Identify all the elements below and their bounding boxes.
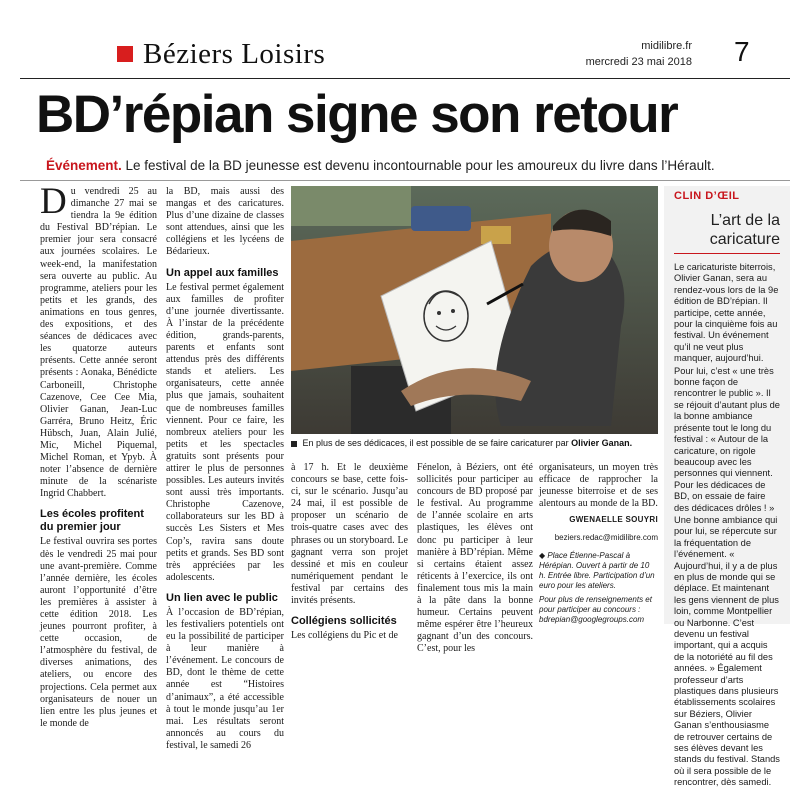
- article-column-5: [539, 462, 658, 629]
- author-signature: GWENAELLE SOUYRI: [569, 515, 658, 525]
- caption-marker-icon: [291, 441, 297, 447]
- caption-credit: Olivier Ganan.: [571, 438, 633, 448]
- kicker-label: Événement.: [46, 158, 122, 173]
- kicker-rule: [20, 180, 790, 181]
- publication-date: mercredi 23 mai 2018: [585, 56, 692, 68]
- kicker: [46, 158, 715, 173]
- info-contact: Pour plus de renseignements et pour participer au concours : bdrepian@googlegroups.com: [539, 594, 652, 624]
- page-number: 7: [734, 36, 750, 67]
- subhead-collegiens: Collégiens sollicités: [291, 615, 397, 628]
- header-rule: [20, 78, 790, 79]
- article-column-3: [291, 462, 408, 643]
- article-photo: [291, 186, 658, 434]
- subhead-lien-public: Un lien avec le public: [166, 591, 278, 604]
- location-pin-icon: ◆: [539, 550, 546, 560]
- subhead-familles: Un appel aux familles: [166, 266, 279, 279]
- article-column-4: [417, 462, 533, 657]
- sidebar-title: L’art de la caricature: [709, 212, 780, 248]
- sidebar-paragraph-2: Pour lui, c’est « une très bonne façon de rencontrer le public ». Il se réjouit d’autant plus de la bonne ambiance présente tout le long du festival : « Autour de la caricature, on rigole beaucoup avec les personnes qui viennent. Pour les dédicaces de BD, on essaie de faire des dédicaces drôles ! »: [674, 365, 780, 513]
- sidebar-body: [674, 262, 780, 789]
- subhead-ecoles: Les écoles profitent du premier jour: [40, 508, 144, 534]
- dropcap: D: [40, 181, 67, 222]
- paragraph-collegiens: Les collégiens du Pic et de: [291, 630, 398, 642]
- paragraph-familles: Le festival permet également aux familles de profiter d’une journée divertissante. À l’instar de la précédente édition, grands-parents, parents et enfants sont attendus près des différents stands et ateliers. Les organisateurs, cette année plus que jamais, souhaitent que de nombreuses familles viennent. Pour ce faire, les nombreux ateliers pour les petits et les spectacles gratuits sont présents pour attirer le plus de personnes possibles. Les auteurs invités sont aussi très importants. Christophe Cazenove, collaborateurs sur les BD à succès Les Sisters et Mes Cop’s, ravira sans doute petits et grands. Ses BD sont très appréciées par les adolescents.: [166, 281, 284, 583]
- paragraph-continued: la BD, mais aussi des mangas et des caricatures. Plus d’une dizaine de classes sont attendues, ainsi que les collégiens et les lycéens de Bédarieux.: [166, 186, 284, 258]
- paragraph-ecoles: Le festival ouvrira ses portes dès le vendredi 25 mai pour une avant-première. Comme l’année dernière, les écoles auront l’opportunité d’être les premières à assister à cette édition 2018. Les jeunes pourront profiter, à cette occasion, de l’atmosphère du festival, de diverses animations, des ateliers, ou encore des projections. Cela permet aux organisateurs de nouer un lien entre les plus jeunes et le monde de: [40, 536, 157, 729]
- paragraph-lien-public: À l’occasion de BD’répian, les festivaliers potentiels ont eu la possibilité de participer à leur manière à l’événement. Le concours de BD, dont le thème de cette année est “Histoires d’animaux”, a été accessible à tout le monde jusqu’au 1er mai. Les résultats seront annoncés au cours du festival, le samedi 26: [166, 606, 284, 751]
- lead-text: u vendredi 25 au dimanche 27 mai se tiendra la 9e édition du Festival BD’répian. Le premier jour sera consacré aux journées scolaires. Le week-end, la manifestation sera ouverte au public. Au programme, ateliers pour les petits et les grands, des animations en tous genres, des expositions, et des séances de dédicaces avec les quatorze auteurs présents. Cette année seront présents : Aonaka, Bénédicte Carboneill, Christophe Cazenove, Cee Cee Mia, Olivier Ganan, Jean-Luc Garréra, Bruno Heitz, Éric Hübsch, Juan, Alain Julié, Mic, Michel Piquemal, Michel Roman, et Ypyb. À noter l’absence de dernière minute de la scénariste Ingrid Chabbert.: [40, 186, 157, 500]
- sidebar-paragraph-1: Le caricaturiste biterrois, Olivier Ganan, sera au rendez-vous lors de la 9e édition de BD’répian. Il participe, cette année, pour la cinquième fois au festival. Un événement qu’il ne veut plus manquer, aujourd’hui.: [674, 262, 779, 364]
- paragraph-concours: à 17 h. Et le deuxième concours se base, cette fois-ci, sur le scénario. Jusqu’au 24 mai, il est possible de proposer un scénario de trois-quatre cases avec des phrases ou un storyboard. Le gagnant verra son projet dessiné et mis en couleur numériquement pendant le festival par certains des invités présents.: [291, 462, 408, 607]
- sidebar-clin-doeil: [664, 186, 790, 788]
- sidebar-rule: [674, 253, 780, 254]
- site-name: midilibre.fr: [641, 40, 692, 52]
- article-column-1: [40, 181, 157, 731]
- kicker-text: Le festival de la BD jeunesse est devenu incontournable pour les amoureux du livre dans l’Hérault.: [121, 158, 715, 173]
- headline: BD’répian signe son retour: [36, 85, 678, 144]
- article-column-2: [166, 186, 284, 753]
- caption-text: En plus de ses dédicaces, il est possible de se faire caricaturer par: [300, 438, 572, 448]
- lead-paragraph: [40, 181, 157, 500]
- rubric-marker: [117, 46, 133, 62]
- caricaturist-photo: [291, 186, 658, 434]
- sidebar-paragraph-3: Une bonne ambiance qui pour lui, se répercute sur la fréquentation de l’événement. « Aujourd’hui, il y a de plus en plus de monde qui se déplace. Et maintenant les gens viennent de plus loin, comme Montpellier ou Narbonne. C’est devenu un festival important, qui a acquis de la notoriété au fil des années. » Également professeur d’arts plastiques dans plusieurs établissements scolaires sur Béziers, Olivier Ganan s’enthousiasme de retrouver certains de ses élèves devant les stands du festival. Stands où il sera possible de le rencontrer, dès samedi.: [674, 514, 780, 788]
- author-email: beziers.redac@midilibre.com: [554, 533, 658, 543]
- paragraph-conclusion: organisateurs, un moyen très efficace de rapprocher la jeunesse biterroise et de ses alentours au monde de la BD.: [539, 462, 658, 510]
- info-location: [539, 551, 658, 591]
- sidebar-label: CLIN D’ŒIL: [674, 190, 740, 202]
- photo-caption: [291, 438, 658, 449]
- paragraph-fenelon: Fénelon, à Béziers, ont été sollicités pour participer au concours de BD proposé par le festival. Au programme de l’année scolaire en arts plastiques, les élèves ont donc pu participer à leur manière à BD’répian. Même si certains étaient assez réticents à l’exercice, ils ont finalement tous mis la main à la pâte dans la bonne humeur. Certains peuvent même espérer être l’heureux gagnant d’un des concours. C’est, pour les: [417, 462, 533, 655]
- practical-info: [539, 551, 658, 625]
- rubric-title: Béziers Loisirs: [143, 38, 326, 70]
- info-location-text: Place Étienne-Pascal à Hérépian. Ouvert à partir de 10 h. Entrée libre. Participation d’un euro pour les ateliers.: [539, 550, 655, 590]
